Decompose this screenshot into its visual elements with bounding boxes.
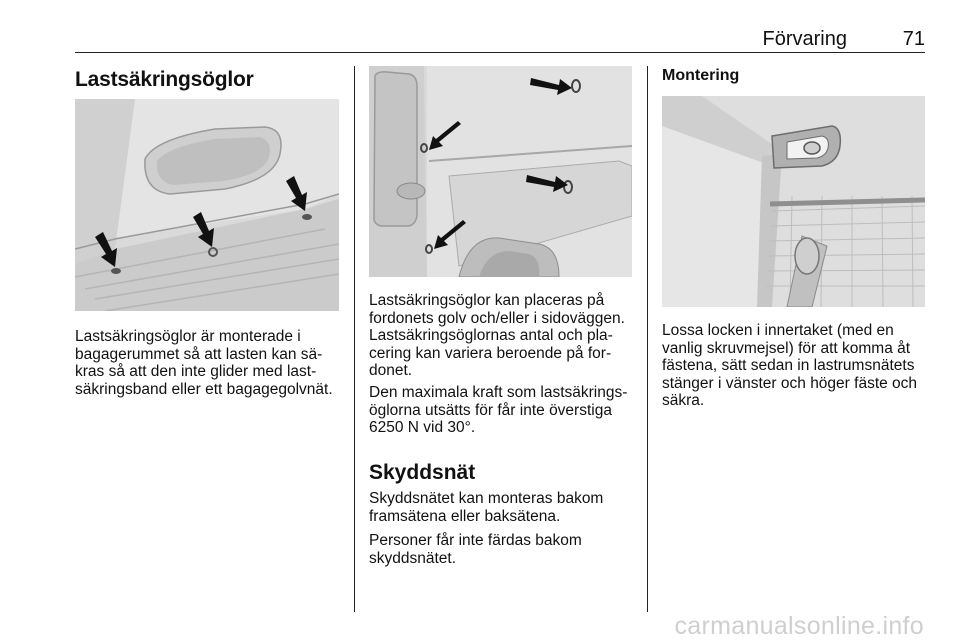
paragraph-col1 [75,328,333,398]
text-line: Skyddsnätet kan monteras bakom [369,490,604,507]
text-line: öglorna utsätts för får inte överstiga [369,401,612,419]
section-name: Förvaring [762,28,847,50]
text-line: säkringsband eller ett bagagegolvnät. [75,380,333,398]
text-line: stänger i vänster och höger fäste och [662,374,918,392]
text-line: Lossa locken i innertaket (med en [662,322,894,339]
section-title-skyddsnat: Skyddsnät [369,461,476,484]
figure-net-mounting [662,96,925,307]
text-line: Personer får inte färdas bakom [369,532,582,549]
page-number: 71 [902,28,925,50]
text-line: Den maximala kraft som lastsäkrings- [369,384,628,401]
text-line: vanlig skruvmejsel) för att komma åt [662,339,911,357]
paragraph-col3 [662,322,917,410]
text-line: Lastsäkringsöglornas antal och pla- [369,327,613,344]
text-line: fordonets golv och/eller i sidoväggen. [369,309,625,327]
watermark: carmanualsonline.info [674,612,924,640]
text-line: skyddsnätet. [369,549,457,567]
paragraph-col2-3 [369,490,603,525]
text-line: Lastsäkringsöglor är monterade i [75,328,301,345]
figure-cargo-floor [75,99,339,311]
figure-side-wall-eyelets [369,66,632,277]
column-divider-1 [354,66,355,612]
text-line: cering kan variera beroende på for- [369,344,612,362]
text-line: framsätena eller baksätena. [369,507,561,525]
paragraph-col2-1 [369,292,625,380]
text-line: fästena, sätt sedan in lastrumsnätets [662,357,915,374]
text-line: Lastsäkringsöglor kan placeras på [369,292,605,309]
header-divider [75,52,925,53]
paragraph-col2-2 [369,384,627,437]
subsection-title-montering: Montering [662,67,740,84]
section-title-lastsakringsoglor: Lastsäkringsöglor [75,68,254,91]
text-line: bagagerummet så att lasten kan sä- [75,345,323,363]
text-line: kras så att den inte glider med last- [75,363,317,380]
paragraph-col2-4 [369,532,582,567]
text-line: donet. [369,362,413,379]
text-line: säkra. [662,392,705,409]
text-line: 6250 N vid 30°. [369,419,476,436]
page-header [75,26,925,54]
column-divider-2 [647,66,648,612]
